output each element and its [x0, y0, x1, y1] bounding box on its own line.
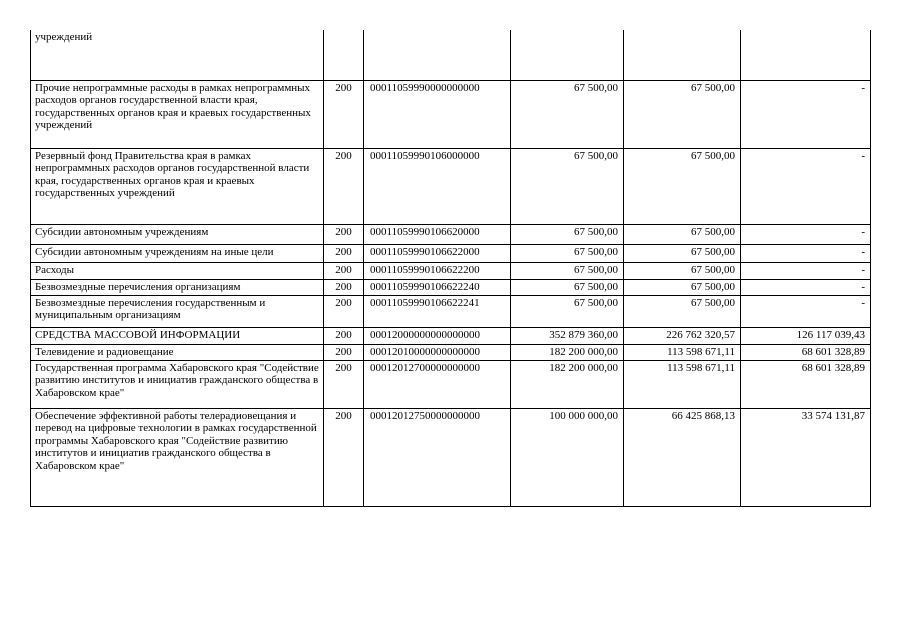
row-line-code: 200 [324, 295, 364, 327]
table-row [31, 408, 871, 506]
table-row [31, 360, 871, 408]
row-approved-amount: 67 500,00 [511, 244, 624, 262]
row-budget-code: 00011059990106620000 [364, 224, 511, 244]
row-name: Государственная программа Хабаровского края "Содействие развитию институтов и инициатив гражданского общества в Хабаровском крае" [31, 360, 324, 408]
row-line-code: 200 [324, 244, 364, 262]
table-row [31, 244, 871, 262]
row-approved-amount: 67 500,00 [511, 80, 624, 148]
row-executed-amount: 67 500,00 [624, 224, 741, 244]
table-row [31, 262, 871, 279]
row-name: Безвозмездные перечисления организациям [31, 279, 324, 295]
row-name: Резервный фонд Правительства края в рамках непрограммных расходов органов государственной власти края, государственных органов края и краевых государственных учреждений [31, 148, 324, 224]
table-row [31, 327, 871, 344]
table-row [31, 30, 871, 80]
row-line-code: 200 [324, 360, 364, 408]
row-approved-amount: 352 879 360,00 [511, 327, 624, 344]
row-executed-amount [624, 30, 741, 80]
table-row [31, 80, 871, 148]
row-approved-amount [511, 30, 624, 80]
row-line-code: 200 [324, 408, 364, 506]
row-line-code: 200 [324, 262, 364, 279]
row-unexecuted-amount: - [741, 279, 871, 295]
row-budget-code [364, 30, 511, 80]
row-unexecuted-amount: 68 601 328,89 [741, 344, 871, 360]
row-name: Обеспечение эффективной работы телерадиовещания и перевод на цифровые технологии в рамках государственной программы Хабаровского края "Содействие развитию институтов и инициатив гражданского общества в Хабаровском крае" [31, 408, 324, 506]
row-line-code [324, 30, 364, 80]
budget-table-body [31, 30, 871, 506]
row-budget-code: 00011059990106000000 [364, 148, 511, 224]
table-row [31, 295, 871, 327]
row-name: учреждений [31, 30, 324, 80]
row-line-code: 200 [324, 80, 364, 148]
row-budget-code: 00012010000000000000 [364, 344, 511, 360]
row-line-code: 200 [324, 148, 364, 224]
row-approved-amount: 67 500,00 [511, 279, 624, 295]
row-line-code: 200 [324, 344, 364, 360]
row-name: Телевидение и радиовещание [31, 344, 324, 360]
row-name: Прочие непрограммные расходы в рамках непрограммных расходов органов государственной власти края, государственных органов края и краевых государственных учреждений [31, 80, 324, 148]
row-name: Расходы [31, 262, 324, 279]
row-unexecuted-amount: - [741, 224, 871, 244]
row-approved-amount: 67 500,00 [511, 148, 624, 224]
row-approved-amount: 67 500,00 [511, 262, 624, 279]
row-line-code: 200 [324, 224, 364, 244]
row-executed-amount: 67 500,00 [624, 244, 741, 262]
row-unexecuted-amount: - [741, 262, 871, 279]
row-approved-amount: 182 200 000,00 [511, 360, 624, 408]
row-unexecuted-amount: 126 117 039,43 [741, 327, 871, 344]
row-budget-code: 00012012750000000000 [364, 408, 511, 506]
row-approved-amount: 100 000 000,00 [511, 408, 624, 506]
row-executed-amount: 67 500,00 [624, 80, 741, 148]
row-executed-amount: 226 762 320,57 [624, 327, 741, 344]
table-row [31, 148, 871, 224]
row-unexecuted-amount [741, 30, 871, 80]
row-budget-code: 00012000000000000000 [364, 327, 511, 344]
row-executed-amount: 67 500,00 [624, 262, 741, 279]
row-executed-amount: 67 500,00 [624, 148, 741, 224]
row-unexecuted-amount: - [741, 148, 871, 224]
row-name: Субсидии автономным учреждениям на иные цели [31, 244, 324, 262]
row-approved-amount: 182 200 000,00 [511, 344, 624, 360]
row-budget-code: 00011059990000000000 [364, 80, 511, 148]
row-unexecuted-amount: - [741, 80, 871, 148]
row-unexecuted-amount: 33 574 131,87 [741, 408, 871, 506]
row-line-code: 200 [324, 327, 364, 344]
table-row [31, 344, 871, 360]
row-executed-amount: 67 500,00 [624, 295, 741, 327]
row-approved-amount: 67 500,00 [511, 224, 624, 244]
table-row [31, 279, 871, 295]
row-executed-amount: 113 598 671,11 [624, 360, 741, 408]
row-unexecuted-amount: - [741, 295, 871, 327]
row-approved-amount: 67 500,00 [511, 295, 624, 327]
row-name: Безвозмездные перечисления государственным и муниципальным организациям [31, 295, 324, 327]
table-row [31, 224, 871, 244]
row-executed-amount: 113 598 671,11 [624, 344, 741, 360]
row-executed-amount: 66 425 868,13 [624, 408, 741, 506]
row-budget-code: 00011059990106622241 [364, 295, 511, 327]
row-executed-amount: 67 500,00 [624, 279, 741, 295]
row-budget-code: 00011059990106622200 [364, 262, 511, 279]
row-budget-code: 00012012700000000000 [364, 360, 511, 408]
row-name: Субсидии автономным учреждениям [31, 224, 324, 244]
row-name: СРЕДСТВА МАССОВОЙ ИНФОРМАЦИИ [31, 327, 324, 344]
row-budget-code: 00011059990106622000 [364, 244, 511, 262]
row-unexecuted-amount: 68 601 328,89 [741, 360, 871, 408]
budget-table [30, 30, 871, 507]
row-budget-code: 00011059990106622240 [364, 279, 511, 295]
row-line-code: 200 [324, 279, 364, 295]
row-unexecuted-amount: - [741, 244, 871, 262]
